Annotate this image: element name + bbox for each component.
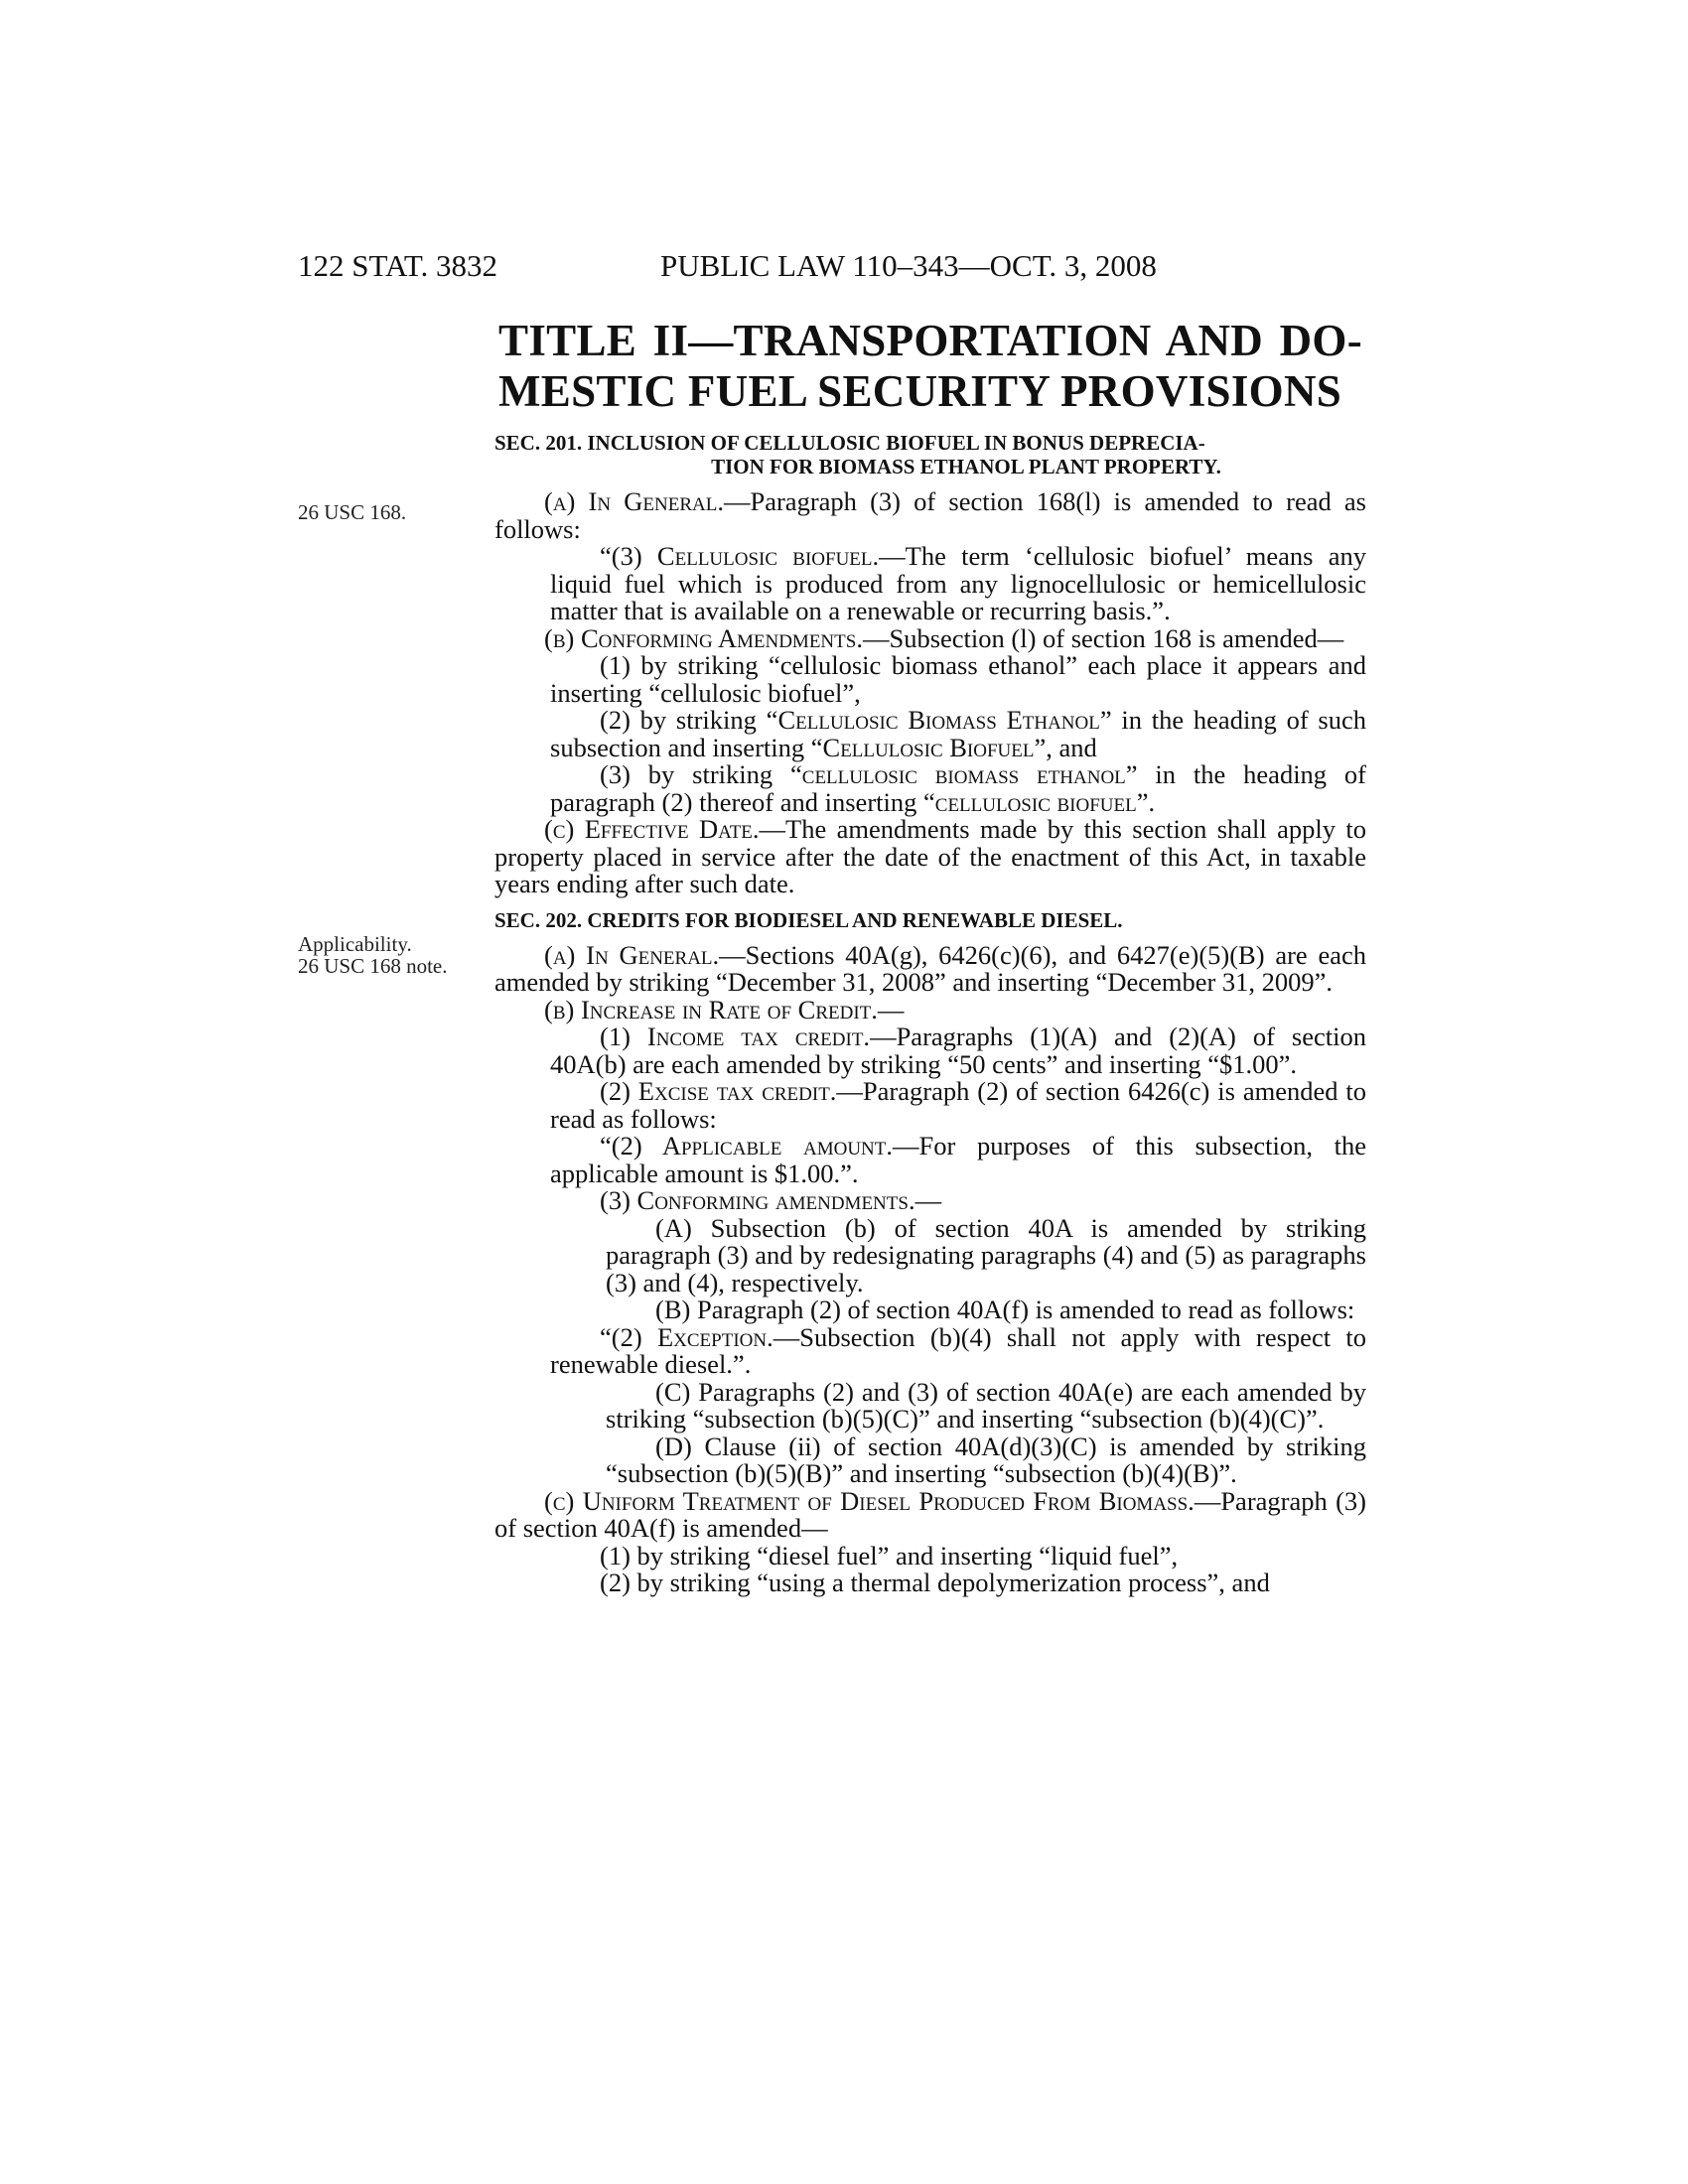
subsection-text: —The amendments made by this section shall apply to property placed in service after the date of the enactment of this Act, in taxable years ending after such date. <box>494 814 1366 898</box>
text-part: (3) by striking “ <box>600 759 802 789</box>
text-part: Cellulosic Biofuel <box>822 732 1035 762</box>
sec201-b-paragraph-1: (1) by striking “cellulosic biomass ethanol” each place it appears and inserting “cellulosic biofuel”, <box>550 650 1366 708</box>
sec202-subsection-a <box>494 939 1366 997</box>
sec202-c-paragraph-2: (2) by striking “using a thermal depolymerization process”, and <box>600 1568 1270 1597</box>
subsection-label: (c) Effective Date. <box>544 814 760 844</box>
sec201-b-paragraph-3 <box>494 761 1366 816</box>
sec202-b3-subparagraph-d: (D) Clause (ii) of section 40A(d)(3)(C) is amended by striking “subsection (b)(5)(B)” and inserting “subsection (b)(4)(B)”. <box>606 1431 1366 1488</box>
paragraph-label: “(2) Applicable amount. <box>600 1131 893 1160</box>
sec201-subsection-b <box>494 622 1366 653</box>
text-part: ” in the heading of paragraph (2) thereof and inserting “ <box>550 759 1367 817</box>
sec202-b-paragraph-2 <box>494 1078 1366 1133</box>
paragraph-label: (1) Income tax credit. <box>600 1022 871 1051</box>
title-line-2: MESTIC FUEL SECURITY PROVISIONS <box>498 366 1342 416</box>
text-part: cellulosic biofuel <box>934 786 1137 817</box>
sec201-quoted-paragraph-3 <box>494 543 1366 625</box>
margin-note-26-usc-168-note: 26 USC 168 note. <box>298 954 448 978</box>
subsection-text: —Paragraph (3) of section 40A(f) is amended— <box>494 1485 1367 1543</box>
section-201-heading-line-2: TION FOR BIOMASS ETHANOL PLANT PROPERTY. <box>711 455 1221 478</box>
sec202-b3-subparagraph-c: (C) Paragraphs (2) and (3) of section 40A(e) are each amended by striking “subsection (b)(5)(C)” and inserting “subsection (b)(4)(C)”. <box>606 1376 1366 1433</box>
paragraph-text: —Subsection (b)(4) shall not apply with respect to renewable diesel.”. <box>550 1321 1366 1379</box>
paragraph-label: (3) Conforming amendments. <box>600 1185 915 1215</box>
paragraph-label: (2) Excise tax credit. <box>600 1076 837 1106</box>
sec202-c-paragraph-1: (1) by striking “diesel fuel” and inserting “liquid fuel”, <box>600 1540 1179 1570</box>
text-part: cellulosic biomass ethanol <box>801 759 1126 789</box>
body-text <box>494 431 1366 1597</box>
title-line-1: TITLE II—TRANSPORTATION AND DO- <box>498 316 1362 365</box>
text-part: ”. <box>1136 786 1156 817</box>
sec202-quoted-applicable-amount <box>494 1133 1366 1187</box>
paragraph-text: — <box>914 1185 942 1215</box>
sec202-b-paragraph-3 <box>494 1187 1366 1215</box>
text-part: (2) by striking “ <box>600 705 778 735</box>
sec201-subsection-a <box>494 488 1366 543</box>
margin-note-26-usc-168: 26 USC 168. <box>298 500 407 524</box>
sec202-b-paragraph-1 <box>494 1024 1366 1078</box>
subsection-label: (b) Conforming Amendments. <box>544 622 863 653</box>
paragraph-text: —Paragraphs (1)(A) and (2)(A) of section 40A(b) are each amended by striking “50 cents” and inserting “$1.00”. <box>550 1022 1366 1079</box>
subsection-label: (b) Increase in Rate of Credit. <box>544 994 878 1024</box>
subsection-text: —Paragraph (3) of section 168(l) is amended to read as follows: <box>494 486 1366 544</box>
text-part: ” in the heading of such subsection and inserting “ <box>550 705 1366 762</box>
sec201-b-paragraph-2 <box>494 707 1366 761</box>
paragraph-text: —Paragraph (2) of section 6426(c) is amended to read as follows: <box>550 1076 1366 1134</box>
subsection-text: — <box>877 994 905 1024</box>
paragraph-label: “(3) Cellulosic biofuel. <box>600 541 880 571</box>
running-header <box>0 248 1688 288</box>
text-part: Cellulosic Biomass Ethanol <box>777 705 1100 735</box>
sec202-quoted-exception <box>494 1321 1366 1379</box>
sec202-subsection-c <box>494 1485 1367 1543</box>
subsection-label: (c) Uniform Treatment of Diesel Produced From Biomass. <box>544 1485 1195 1516</box>
section-202-heading: SEC. 202. CREDITS FOR BIODIESEL AND RENEWABLE DIESEL. <box>494 907 1123 932</box>
subsection-text: —Sections 40A(g), 6426(c)(6), and 6427(e)(5)(B) are each amended by striking “December 31, 2008” and inserting “December 31, 2009”. <box>494 939 1366 997</box>
paragraph-text: —The term ‘cellulosic biofuel’ means any liquid fuel which is produced from any lignocellulosic or hemicellulosic matter that is available on a renewable or recurring basis.”. <box>550 541 1366 625</box>
sec202-b3-subparagraph-a: (A) Subsection (b) of section 40A is amended by striking paragraph (3) and by redesignating paragraphs (4) and (5) as paragraphs (3) and (4), respectively. <box>606 1212 1366 1297</box>
paragraph-label: “(2) Exception. <box>600 1321 774 1352</box>
subsection-text: —Subsection (l) of section 168 is amended— <box>862 622 1344 653</box>
margin-note-applicability: Applicability. <box>298 932 412 956</box>
subsection-label: (a) In General. <box>544 486 724 516</box>
sec202-b3-subparagraph-b: (B) Paragraph (2) of section 40A(f) is amended to read as follows: <box>655 1295 1355 1324</box>
sec201-subsection-c <box>494 816 1366 898</box>
subsection-label: (a) In General. <box>544 939 720 970</box>
section-201-heading-line-1: SEC. 201. INCLUSION OF CELLULOSIC BIOFUEL IN BONUS DEPRECIA- <box>494 431 1205 455</box>
sec202-subsection-b <box>494 994 1366 1024</box>
section-201-heading <box>494 431 1366 478</box>
public-law-reference: PUBLIC LAW 110–343—OCT. 3, 2008 <box>660 248 1157 283</box>
statute-reference: 122 STAT. 3832 <box>298 248 498 283</box>
text-part: ”, and <box>1034 732 1097 762</box>
paragraph-text: —For purposes of this subsection, the applicable amount is $1.00.”. <box>550 1131 1366 1188</box>
title-heading <box>498 316 1362 417</box>
